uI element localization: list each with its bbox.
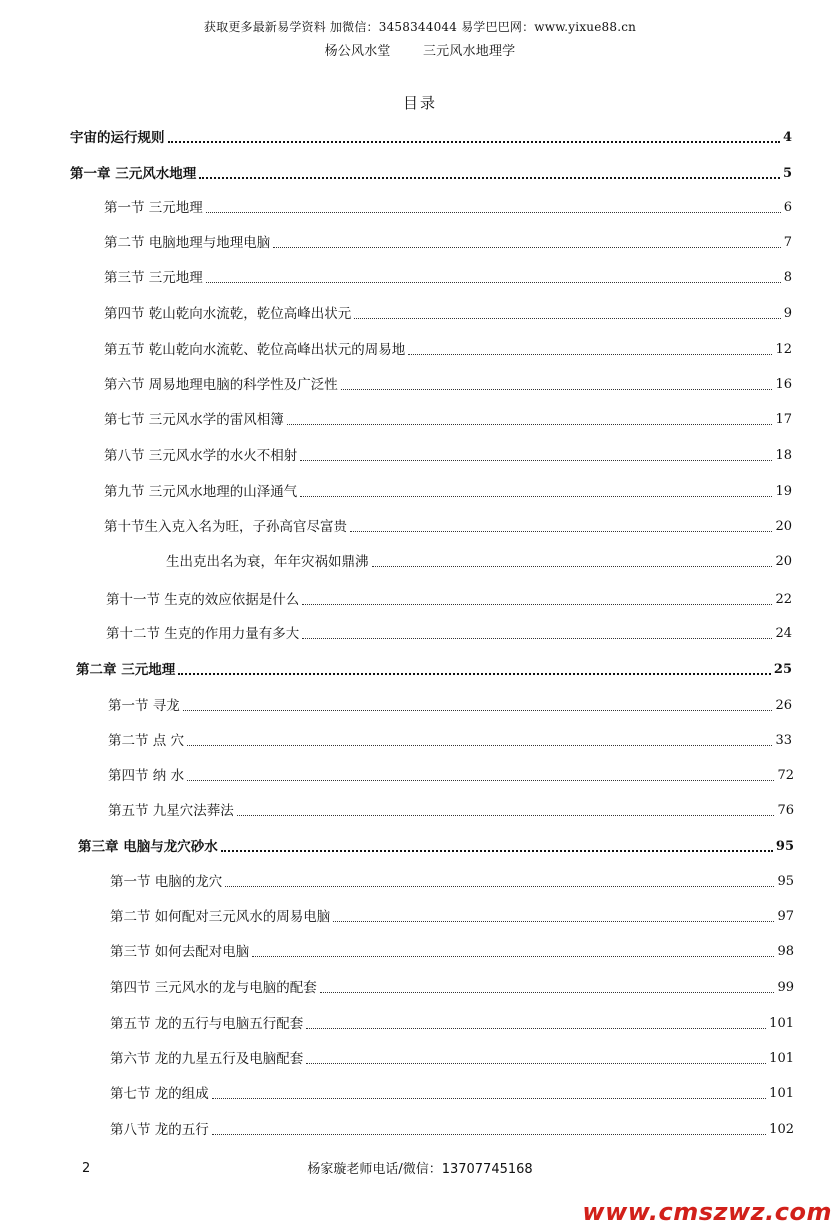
toc-entry-label: 第七节 三元风水学的雷风相簿 (104, 412, 284, 428)
toc-leader-dots (252, 956, 774, 957)
footer-contact: 杨家璇老师电话/微信：13707745168 (307, 1162, 533, 1177)
toc-entry-page: 101 (769, 1016, 794, 1031)
toc-entry-page: 26 (775, 698, 792, 713)
toc-leader-dots (372, 566, 773, 567)
toc-entry-label: 第二节 如何配对三元风水的周易电脑 (110, 909, 331, 925)
toc-entry-page: 18 (775, 448, 792, 463)
toc-entry-page: 101 (769, 1051, 794, 1066)
toc-entry-page: 16 (775, 377, 792, 392)
toc-section-entry (104, 410, 792, 430)
toc-entry-page: 5 (782, 166, 792, 181)
toc-entry-page: 8 (783, 270, 792, 285)
toc-section-entry (104, 482, 792, 502)
toc-entry-label: 第八节 龙的五行 (110, 1122, 209, 1138)
toc-chapter-entry (78, 837, 794, 857)
toc-section-entry (108, 766, 794, 786)
toc-entry-page: 9 (783, 306, 792, 321)
toc-entry-page: 101 (769, 1086, 794, 1101)
toc-leader-dots (206, 282, 781, 283)
toc-section-entry (104, 268, 792, 288)
toc-section-entry (108, 801, 794, 821)
toc-entry-label: 第一章 三元风水地理 (70, 166, 197, 182)
toc-entry-page: 12 (775, 342, 792, 357)
toc-section-entry (104, 517, 792, 537)
toc-section-entry (104, 198, 792, 218)
toc-entry-page: 97 (777, 909, 794, 924)
toc-leader-dots (302, 604, 772, 605)
book-header-right: 三元风水地理学 (422, 44, 516, 59)
toc-section-entry (108, 731, 792, 751)
toc-entry-label: 第八节 三元风水学的水火不相射 (104, 448, 298, 464)
toc-entry-page: 6 (783, 200, 792, 215)
toc-entry-page: 4 (782, 130, 792, 145)
top-promo-line: 获取更多最新易学资料 加微信：3458344044 易学巴巴网：www.yixue88.cn (203, 20, 637, 34)
toc-entry-label: 第六节 龙的九星五行及电脑配套 (110, 1051, 304, 1067)
toc-entry-page: 24 (775, 626, 792, 641)
toc-section-entry (106, 624, 792, 644)
toc-leader-dots (350, 531, 772, 532)
toc-leader-dots (354, 318, 780, 319)
footer-page-number: 2 (82, 1161, 91, 1176)
toc-entry-label: 第一节 寻龙 (108, 698, 180, 714)
toc-leader-dots (168, 141, 780, 143)
toc-entry-page: 72 (777, 768, 794, 783)
toc-entry-label: 第十二节 生克的作用力量有多大 (106, 626, 300, 642)
toc-leader-dots (333, 921, 774, 922)
toc-entry-label: 生出克出名为衰，年年灾祸如鼎沸 (166, 554, 369, 570)
toc-leader-dots (306, 1028, 766, 1029)
toc-entry-label: 第三节 如何去配对电脑 (110, 944, 250, 960)
toc-entry-label: 第五节 九星穴法葬法 (108, 803, 234, 819)
toc-leader-dots (212, 1134, 766, 1135)
toc-entry-page: 99 (777, 980, 794, 995)
toc-entry-label: 宇宙的运行规则 (70, 130, 165, 146)
toc-leader-dots (341, 389, 773, 390)
toc-leader-dots (300, 496, 772, 497)
toc-entry-page: 98 (777, 944, 794, 959)
toc-chapter-entry (70, 128, 792, 148)
site-watermark: www.cmszwz.com (582, 1198, 832, 1226)
toc-section-entry (110, 978, 794, 998)
toc-leader-dots (273, 247, 780, 248)
toc-leader-dots (221, 850, 773, 852)
toc-entry-label: 第三章 电脑与龙穴砂水 (78, 839, 218, 855)
toc-entry-label: 第二节 点 穴 (108, 733, 185, 749)
toc-section-entry (110, 1049, 794, 1069)
toc-section-entry (104, 304, 792, 324)
toc-entry-page: 17 (775, 412, 792, 427)
toc-leader-dots (320, 992, 775, 993)
toc-section-entry (110, 1014, 794, 1034)
toc-section-entry (166, 552, 792, 572)
toc-entry-label: 第四节 三元风水的龙与电脑的配套 (110, 980, 317, 996)
toc-section-entry (108, 696, 792, 716)
toc-entry-label: 第五节 龙的五行与电脑五行配套 (110, 1016, 304, 1032)
toc-chapter-entry (76, 660, 792, 680)
toc-entry-label: 第一节 三元地理 (104, 200, 203, 216)
toc-section-entry (110, 1084, 794, 1104)
toc-section-entry (106, 590, 792, 610)
toc-section-entry (104, 233, 792, 253)
toc-leader-dots (302, 638, 772, 639)
toc-entry-page: 19 (775, 484, 792, 499)
toc-entry-page: 95 (777, 874, 794, 889)
toc-section-entry (110, 1120, 794, 1140)
toc-entry-label: 第十节生入克入名为旺，子孙高官尽富贵 (104, 519, 347, 535)
toc-entry-label: 第三节 三元地理 (104, 270, 203, 286)
toc-leader-dots (212, 1098, 766, 1099)
toc-leader-dots (187, 780, 774, 781)
toc-section-entry (104, 340, 792, 360)
toc-leader-dots (199, 177, 780, 179)
toc-leader-dots (178, 673, 771, 675)
toc-entry-page: 20 (775, 554, 792, 569)
toc-entry-label: 第四节 纳 水 (108, 768, 185, 784)
toc-leader-dots (237, 815, 775, 816)
toc-leader-dots (206, 212, 781, 213)
toc-entry-label: 第二节 电脑地理与地理电脑 (104, 235, 271, 251)
toc-entry-label: 第四节 乾山乾向水流乾，乾位高峰出状元 (104, 306, 352, 322)
toc-section-entry (104, 375, 792, 395)
toc-entry-page: 95 (775, 839, 794, 854)
toc-entry-label: 第五节 乾山乾向水流乾、乾位高峰出状元的周易地 (104, 342, 406, 358)
toc-entry-page: 22 (775, 592, 792, 607)
toc-entry-label: 第六节 周易地理电脑的科学性及广泛性 (104, 377, 338, 393)
toc-entry-page: 102 (769, 1122, 794, 1137)
toc-leader-dots (183, 710, 773, 711)
toc-entry-page: 20 (775, 519, 792, 534)
toc-entry-label: 第十一节 生克的效应依据是什么 (106, 592, 300, 608)
toc-entry-label: 第七节 龙的组成 (110, 1086, 209, 1102)
book-header-left: 杨公风水堂 (324, 44, 391, 59)
toc-entry-label: 第九节 三元风水地理的山泽通气 (104, 484, 298, 500)
toc-entry-page: 25 (773, 662, 792, 677)
toc-leader-dots (306, 1063, 766, 1064)
toc-leader-dots (187, 745, 772, 746)
toc-chapter-entry (70, 164, 792, 184)
toc-leader-dots (300, 460, 772, 461)
toc-entry-label: 第二章 三元地理 (76, 662, 176, 678)
toc-entry-page: 33 (775, 733, 792, 748)
toc-section-entry (110, 907, 794, 927)
toc-entry-page: 76 (777, 803, 794, 818)
toc-leader-dots (408, 354, 772, 355)
toc-entry-label: 第一节 电脑的龙穴 (110, 874, 223, 890)
toc-section-entry (110, 942, 794, 962)
toc-entry-page: 7 (783, 235, 792, 250)
toc-leader-dots (287, 424, 773, 425)
toc-title: 目录 (402, 94, 437, 112)
toc-section-entry (110, 872, 794, 892)
toc-section-entry (104, 446, 792, 466)
toc-leader-dots (225, 886, 774, 887)
